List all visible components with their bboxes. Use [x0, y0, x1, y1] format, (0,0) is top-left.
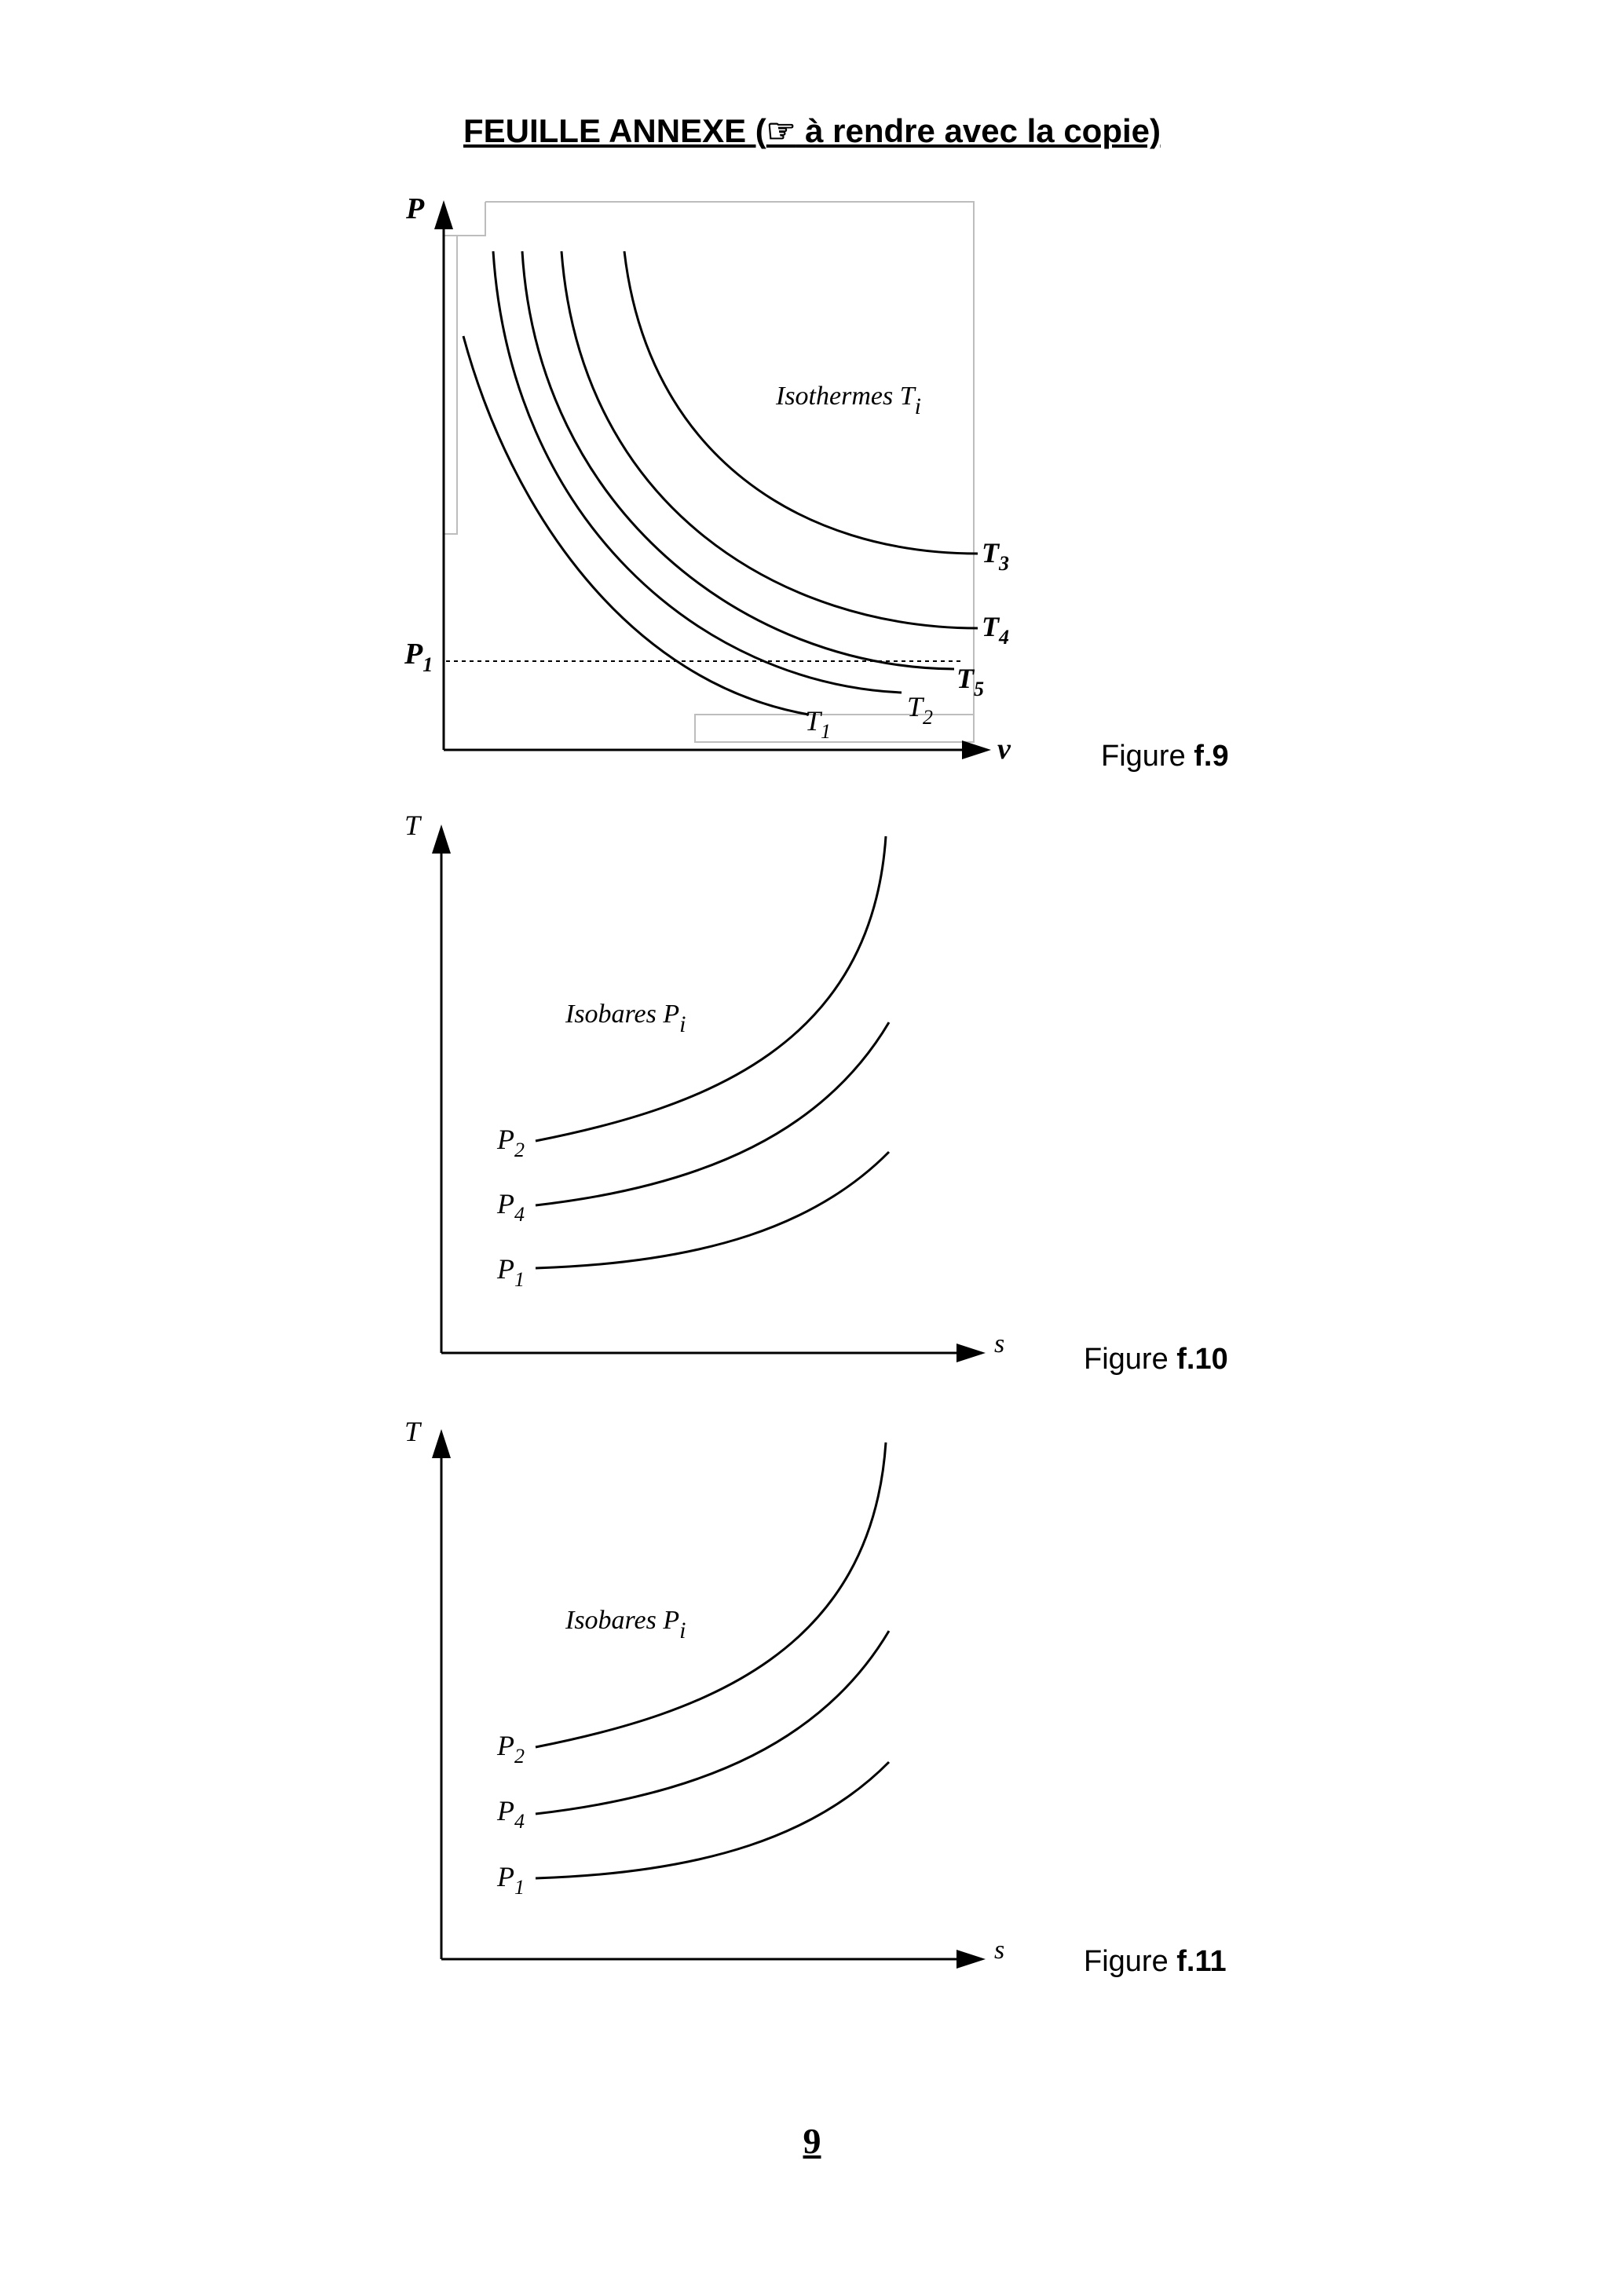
figure-9-x-axis-label: v — [997, 733, 1011, 766]
figure-11-caption-id: f.11 — [1176, 1945, 1227, 1978]
isobar-curve-p4 — [536, 1022, 889, 1205]
figure-11-diagram — [0, 1398, 1624, 2026]
title-prefix: FEUILLE ANNEXE ( — [463, 112, 766, 149]
figure-11-y-axis-label: T — [404, 1416, 421, 1447]
isobar-label-p1-f11: $P_1$ — [497, 1861, 525, 1899]
figure-11-caption-prefix: Figure — [1084, 1945, 1177, 1978]
isobar-label-p1: $P_1$ — [497, 1253, 525, 1291]
figure-11-annotation: Isobares Pi — [565, 1606, 686, 1643]
isobar-label-p2: $P_2$ — [497, 1124, 525, 1161]
isotherm-label-t3: $T_3$ — [982, 537, 1009, 575]
figure-10-x-axis-label: s — [994, 1329, 1005, 1358]
page-number: 9 — [803, 2121, 821, 2161]
figure-10-y-arrow — [432, 824, 451, 854]
figure-11-y-arrow — [432, 1429, 451, 1458]
isotherm-label-t1: $T_1$ — [805, 705, 832, 743]
pointing-hand-icon: ☞ — [766, 112, 796, 149]
figure-9-x-arrow — [962, 740, 991, 759]
isobar-label-p4: $P_4$ — [497, 1188, 525, 1226]
figure-9-annotation: Isothermes Ti — [776, 382, 921, 419]
figure-10-caption-id: f.10 — [1176, 1343, 1228, 1376]
figure-10-caption — [1084, 1343, 1228, 1377]
figure-10-diagram — [0, 785, 1624, 1413]
isotherm-label-t4: $T_4$ — [982, 611, 1009, 649]
figure-11-x-axis-label: s — [994, 1936, 1005, 1965]
figure-9-p1-sub: 1 — [422, 653, 433, 676]
figure-11-caption — [1084, 1945, 1227, 1979]
figure-9-y-arrow — [434, 200, 453, 229]
figure-9-y-axis-label: P — [406, 192, 425, 225]
isotherm-curve-t4 — [561, 251, 978, 628]
isotherm-label-t5: $T_5$ — [956, 663, 984, 700]
isobar-curve-p1 — [536, 1152, 889, 1268]
isobar-curve-p4-f11 — [536, 1631, 889, 1814]
figure-9-caption — [1101, 740, 1229, 773]
isobar-curve-p1-f11 — [536, 1762, 889, 1878]
isobar-label-p4-f11: $P_4$ — [497, 1795, 525, 1833]
figure-10-caption-prefix: Figure — [1084, 1343, 1177, 1376]
isobar-label-p2-f11: $P_2$ — [497, 1730, 525, 1768]
figure-9-caption-prefix: Figure — [1101, 740, 1194, 773]
isotherm-label-t2: $T_2$ — [907, 691, 934, 729]
figure-10-y-axis-label: T — [404, 810, 421, 841]
isotherm-curve-t2 — [493, 251, 902, 693]
figure-9-p1-label: $P_1$ — [404, 638, 433, 676]
figure-11-x-arrow — [956, 1950, 986, 1969]
title-suffix: à rendre avec la copie) — [796, 112, 1161, 149]
figure-10-annotation: Isobares Pi — [565, 1000, 686, 1037]
figure-9-caption-id: f.9 — [1194, 740, 1229, 773]
isotherm-curve-t5 — [522, 251, 954, 669]
figure-10-x-arrow — [956, 1344, 986, 1362]
figure-9-diagram — [0, 0, 1624, 785]
isobar-curve-p2 — [536, 836, 886, 1141]
